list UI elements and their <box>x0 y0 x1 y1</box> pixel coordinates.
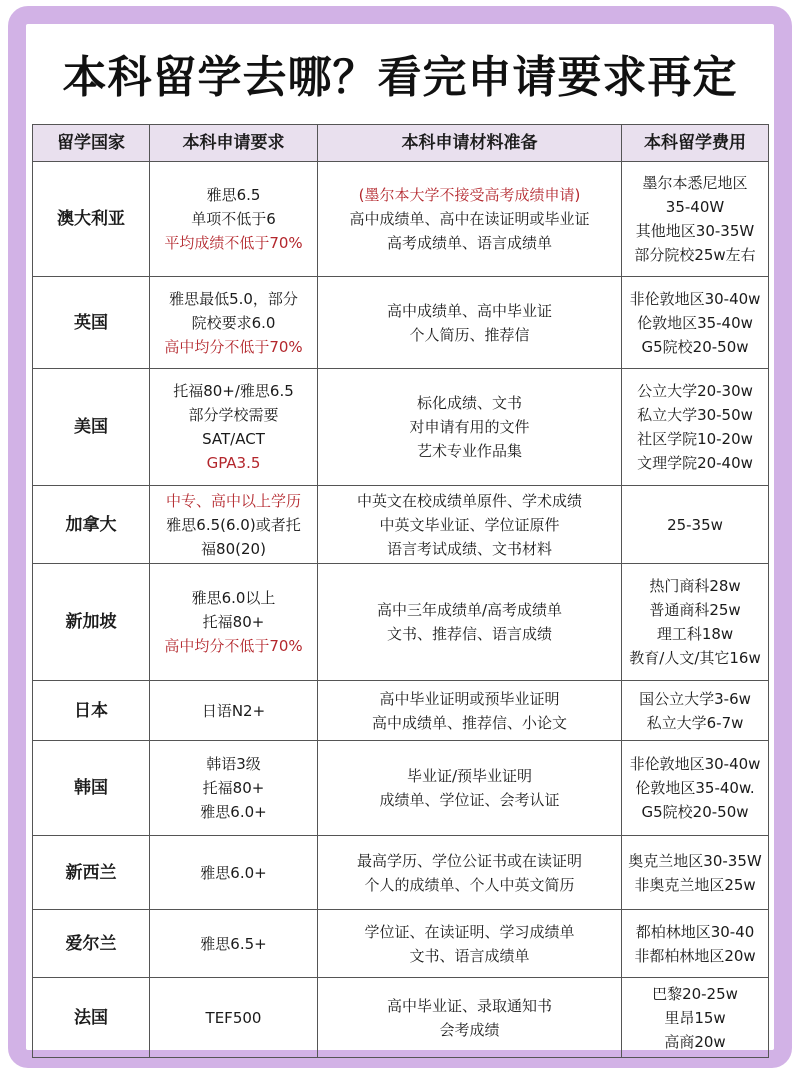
materials-cell <box>318 910 622 978</box>
cell-line: 私立大学6-7w <box>646 713 744 732</box>
cell-line: 部分院校25w左右 <box>634 246 756 264</box>
cell-line: 中英文毕业证、学位证原件 <box>379 515 560 534</box>
costs-cell <box>622 486 769 564</box>
table-row <box>33 910 769 978</box>
cell-line: 雅思6.5+ <box>200 934 267 953</box>
cell-line: 高中毕业证明或预毕业证明 <box>379 689 560 708</box>
table-body <box>33 162 769 1058</box>
cell-line: 非都柏林地区20w <box>634 946 756 965</box>
cell-line: 个人简历、推荐信 <box>409 325 530 344</box>
header-country: 留学国家 <box>33 125 150 162</box>
cell-line: 高中成绩单、高中毕业证 <box>386 301 552 320</box>
cell-line: 文理学院20-40w <box>637 454 753 472</box>
cell-line: 中专、高中以上学历 <box>165 491 301 510</box>
cell-line: 私立大学30-50w <box>637 406 753 424</box>
cell-line: 标化成绩、文书 <box>416 394 522 412</box>
cell-line: 25-35w <box>667 515 723 534</box>
cell-line: 热门商科28w <box>649 577 741 595</box>
cell-line: 非奥克兰地区25w <box>634 875 756 894</box>
cell-line: 雅思6.0以上 <box>191 589 276 607</box>
cell-line: 文书、推荐信、语言成绩 <box>386 625 552 643</box>
cell-line: 雅思6.5 <box>206 186 261 204</box>
cell-line: 托福80+ <box>202 779 265 797</box>
costs-cell <box>622 978 769 1058</box>
requirements-cell <box>150 741 318 836</box>
cell-line: 国公立大学3-6w <box>639 689 751 708</box>
cell-line: 单项不低于6 <box>191 210 276 228</box>
table-row <box>33 277 769 369</box>
header-requirements: 本科申请要求 <box>150 125 318 162</box>
country-cell: 韩国 <box>33 741 150 836</box>
costs-cell <box>622 162 769 277</box>
materials-cell <box>318 564 622 681</box>
requirements-cell <box>150 277 318 369</box>
country-cell: 新西兰 <box>33 836 150 910</box>
header-row <box>33 125 769 162</box>
cell-line: 高中成绩单、高中在读证明或毕业证 <box>349 210 590 228</box>
cell-line: 35-40W <box>665 198 725 216</box>
cell-line: 福80(20) <box>201 539 266 558</box>
materials-cell <box>318 836 622 910</box>
cell-line: 平均成绩不低于70% <box>164 234 303 252</box>
table-row <box>33 681 769 741</box>
header-costs: 本科留学费用 <box>622 125 769 162</box>
country-cell: 新加坡 <box>33 564 150 681</box>
study-abroad-table <box>32 124 769 1058</box>
country-cell: 英国 <box>33 277 150 369</box>
cell-line: GPA3.5 <box>206 454 261 472</box>
cell-line: 日语N2+ <box>201 701 266 720</box>
cell-line: 雅思6.0+ <box>200 803 267 821</box>
cell-line: 高中均分不低于70% <box>164 337 303 356</box>
cell-line: 都柏林地区30-40 <box>635 922 755 941</box>
requirements-cell <box>150 162 318 277</box>
table-row <box>33 486 769 564</box>
cell-line: 高中成绩单、推荐信、小论文 <box>371 713 567 732</box>
cell-line: SAT/ACT <box>202 430 265 448</box>
cell-line: 雅思6.5(6.0)或者托 <box>166 515 301 534</box>
cell-line: 伦敦地区35-40w. <box>635 779 755 797</box>
cell-line: 奥克兰地区30-35W <box>628 851 762 870</box>
cell-line: 公立大学20-30w <box>637 382 753 400</box>
cell-line: 墨尔本悉尼地区 <box>642 174 748 192</box>
country-cell: 日本 <box>33 681 150 741</box>
table-row <box>33 564 769 681</box>
cell-line: 社区学院10-20w <box>637 430 753 448</box>
cell-line: 托福80+/雅思6.5 <box>173 382 294 400</box>
cell-line: 托福80+ <box>202 613 265 631</box>
cell-line: 韩语3级 <box>206 755 261 773</box>
cell-line: G5院校20-50w <box>641 337 749 356</box>
country-cell: 澳大利亚 <box>33 162 150 277</box>
cell-line: 高考成绩单、语言成绩单 <box>386 234 552 252</box>
cell-line: 对申请有用的文件 <box>409 418 530 436</box>
cell-line: 理工科18w <box>656 625 734 643</box>
costs-cell <box>622 369 769 486</box>
costs-cell <box>622 564 769 681</box>
materials-cell <box>318 681 622 741</box>
table-row <box>33 741 769 836</box>
cell-line: 学位证、在读证明、学习成绩单 <box>364 922 575 941</box>
requirements-cell <box>150 369 318 486</box>
costs-cell <box>622 741 769 836</box>
requirements-cell <box>150 910 318 978</box>
header-materials: 本科申请材料准备 <box>318 125 622 162</box>
costs-cell <box>622 836 769 910</box>
cell-line: TEF500 <box>205 1008 262 1027</box>
materials-cell <box>318 277 622 369</box>
requirements-cell <box>150 681 318 741</box>
cell-line: 非伦敦地区30-40w <box>629 289 761 308</box>
cell-line: 会考成绩 <box>439 1020 500 1039</box>
materials-cell <box>318 741 622 836</box>
requirements-cell <box>150 564 318 681</box>
requirements-cell <box>150 836 318 910</box>
costs-cell <box>622 910 769 978</box>
cell-line: 最高学历、学位公证书或在读证明 <box>356 851 582 870</box>
cell-line: 巴黎20-25w <box>652 984 738 1003</box>
cell-line: 普通商科25w <box>649 601 741 619</box>
cell-line: 其他地区30-35W <box>635 222 755 240</box>
cell-line: 高中均分不低于70% <box>164 637 303 655</box>
requirements-cell <box>150 978 318 1058</box>
materials-cell <box>318 486 622 564</box>
cell-line: 高中三年成绩单/高考成绩单 <box>376 601 563 619</box>
cell-line: 毕业证/预毕业证明 <box>406 767 533 785</box>
cell-line: 教育/人文/其它16w <box>629 649 761 667</box>
cell-line: 雅思6.0+ <box>200 863 267 882</box>
requirements-cell <box>150 486 318 564</box>
cell-line: 院校要求6.0 <box>191 313 276 332</box>
table-row <box>33 836 769 910</box>
cell-line: 高中毕业证、录取通知书 <box>386 996 552 1015</box>
cell-line: 成绩单、学位证、会考认证 <box>379 791 560 809</box>
country-cell: 美国 <box>33 369 150 486</box>
cell-line: G5院校20-50w <box>641 803 749 821</box>
country-cell: 法国 <box>33 978 150 1058</box>
cell-line: 文书、语言成绩单 <box>409 946 530 965</box>
cell-line: 雅思最低5.0，部分 <box>169 289 298 308</box>
costs-cell <box>622 681 769 741</box>
cell-line: 个人的成绩单、个人中英文简历 <box>364 875 575 894</box>
cell-line: 高商20w <box>664 1032 726 1051</box>
cell-line: 艺术专业作品集 <box>416 442 522 460</box>
materials-cell <box>318 369 622 486</box>
country-cell: 加拿大 <box>33 486 150 564</box>
page-title: 本科留学去哪？看完申请要求再定 <box>62 52 738 103</box>
page-frame <box>8 6 792 1068</box>
table-row <box>33 162 769 277</box>
cell-line: 中英文在校成绩单原件、学术成绩 <box>356 491 582 510</box>
cell-line: (墨尔本大学不接受高考成绩申请) <box>358 186 581 204</box>
cell-line: 部分学校需要 <box>188 406 279 424</box>
cell-line: 语言考试成绩、文书材料 <box>386 539 552 558</box>
cell-line: 非伦敦地区30-40w <box>629 755 761 773</box>
table-row <box>33 369 769 486</box>
table-row <box>33 978 769 1058</box>
cell-line: 伦敦地区35-40w <box>637 313 753 332</box>
materials-cell <box>318 162 622 277</box>
materials-cell <box>318 978 622 1058</box>
costs-cell <box>622 277 769 369</box>
cell-line: 里昂15w <box>664 1008 726 1027</box>
country-cell: 爱尔兰 <box>33 910 150 978</box>
